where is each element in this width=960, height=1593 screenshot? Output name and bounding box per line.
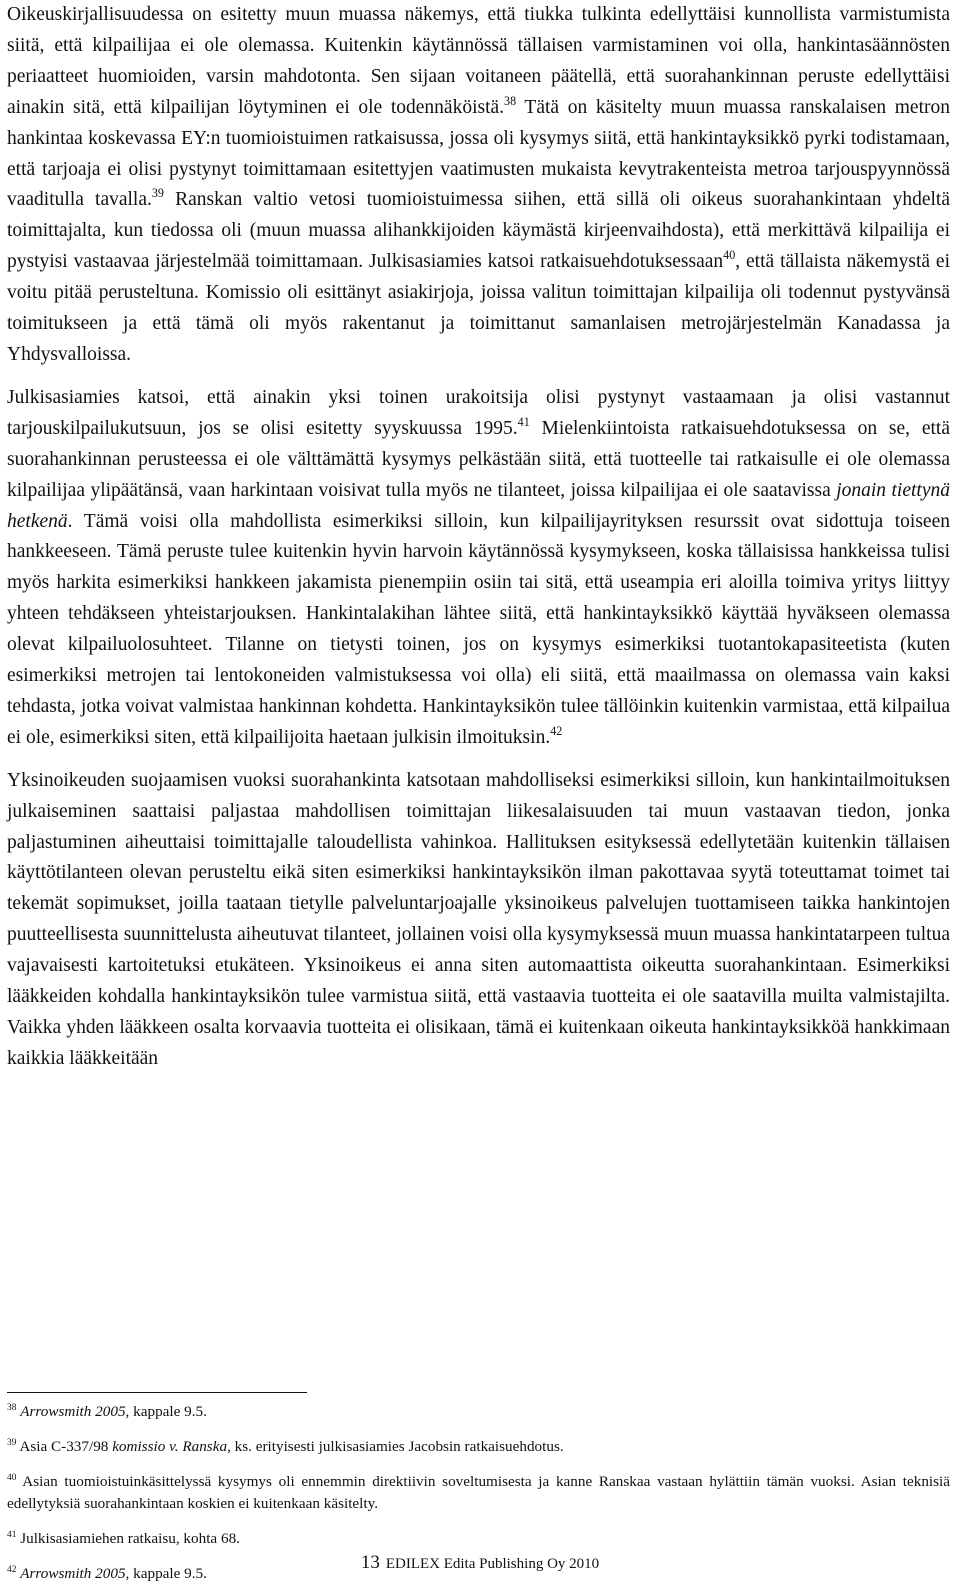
footnote-ref: 38	[504, 93, 517, 108]
document-body	[7, 0, 950, 1075]
text-run: , kappale 9.5.	[125, 1403, 207, 1420]
text-run: . Tämä voisi olla mahdollista esimerkiksi silloin, kun kilpailijayrityksen resurssit ovat sidottuja toiseen hankkeeseen. Tämä peruste tulee kuitenkin hyvin harvoin käytännössä kysymykseen, koska tällaisissa hankkeissa tulisi myös harkita esimerkiksi hankkeen jakamista pienempiin osiin tai sitä, että useampia eri aloilla toimiva yritys liittyy yhteen tehdäkseen yhteistarjouksen. Hankintalakihan lähtee siitä, että hankintayksikkö käyttää hyväkseen olemassa olevat kilpailuolosuhteet. Tilanne on tietysti toinen, jos on kysymys esimerkiksi tuotantokapasiteetista (kuten esimerkiksi metrojen tai lentokoneiden valmistuksessa voi olla) eli siitä, että maailmassa on olemassa vain kaksi tehdasta, jotka voivat valmistaa hankinnan kohdetta. Hankintayksikön tulee tällöinkin kuitenkin varmistaa, että kilpailua ei ole, esimerkiksi siten, että kilpailijoita haetaan julkisin ilmoituksin.	[7, 510, 950, 748]
footnote-number: 39	[7, 1437, 17, 1448]
footnote-ref: 39	[151, 186, 164, 201]
italic-text: jonain tiettynä hetkenä	[7, 479, 950, 532]
footnote-separator	[7, 1392, 307, 1393]
body-paragraph-2	[7, 383, 950, 754]
footnote-38	[7, 1401, 950, 1423]
text-run: , kappale 9.5.	[125, 1565, 207, 1582]
text-run: Ranskan valtio vetosi tuomioistuimessa siihen, että sillä oli oikeus suorahankintaan yhdeltä toimittajalta, kun tiedossa oli (muun muassa alihankkijoiden käymästä kirjeenvaihdosta), että merkittävä kilpailija ei pystyisi vastaavaa järjestelmää toimittamaan. Julkisasiamies katsoi ratkaisuehdotuksessaan	[7, 189, 951, 273]
footnote-ref: 41	[517, 414, 530, 429]
footnote-number: 42	[7, 1564, 17, 1575]
text-run: , ks. erityisesti julkisasiamies Jacobsin ratkaisuehdotus.	[227, 1438, 564, 1455]
footnote-40	[7, 1471, 950, 1515]
body-paragraph-3	[7, 766, 950, 1075]
italic-text: Arrowsmith 2005	[20, 1565, 126, 1582]
footnote-41	[7, 1528, 950, 1550]
footnote-39	[7, 1436, 950, 1458]
text-run: Mielenkiintoista ratkaisuehdotuksessa on se, että suorahankinnan perusteessa ei ole välttämättä kysymys pelkästään siitä, että tuotteelle tai ratkaisulle ei ole olemassa kilpailijaa ylipäätänsä, vaan harkintaan voisivat tulla myös ne tilanteet, joissa kilpailijaa ei ole saatavissa	[7, 417, 950, 501]
text-run: , että tällaista näkemystä ei voitu pitää perusteltuna. Komissio oli esittänyt asiakirjoja, joissa valitun toimittajan kilpailija oli todennut pystyvänsä toimitukseen ja että tämä oli myös rakentanut ja toimittanut samanlaisen metrojärjestelmän Kanadassa ja Yhdysvalloissa.	[7, 251, 950, 365]
body-paragraph-1	[7, 0, 950, 371]
text-run: Tätä on käsitelty muun muassa ranskalaisen metron hankintaa koskevassa EY:n tuomioistuimen ratkaisussa, jossa oli kysymys siitä, että hankintayksikkö pyrki todistamaan, että tarjoaja ei olisi pystynyt toimittamaan esitettyjen vaatimusten mukaista kevytrakenteista metroa tarjouspyynnössä vaaditulla tavalla.	[7, 96, 950, 211]
footnote-ref: 40	[723, 248, 736, 263]
footnote-number: 41	[7, 1529, 17, 1540]
italic-text: Arrowsmith 2005	[20, 1403, 126, 1420]
italic-text: komissio v. Ranska	[112, 1438, 228, 1455]
page-footer	[0, 1552, 960, 1575]
text-run: Yksinoikeuden suojaamisen vuoksi suorahankinta katsotaan mahdolliseksi esimerkiksi silloin, kun hankintailmoituksen julkaiseminen saattaisi paljastaa mahdollisen toimittajan liikesalaisuuden tai muun vastaavan tiedon, jonka paljastuminen aiheuttaisi toimittajalle taloudellista vahinkoa. Hallituksen esityksessä edellytetään kuitenkin tällaisen käyttötilanteen olevan perusteltu eikä siten esimerkiksi hankintayksikön ilman pakottavaa syytä toteuttamat toimet tai tekemät sopimukset, joilla taataan tietylle palveluntarjoajalle yksinoikeus palvelujen tuottamiseen taikka hankintojen puutteellisesta suunnittelusta aiheutuvat tilanteet, jollainen voisi olla kysymyksessä muun muassa hankintatarpeen tultua vajavaisesti kartoitetuksi etukäteen. Yksinoikeus ei anna siten automaattista oikeutta suorahankintaan. Esimerkiksi lääkkeiden kohdalla hankintayksikön tulee varmistua siitä, että vastaavia tuotteita ei ole saatavilla muilta valmistajilta. Vaikka yhden lääkkeen osalta korvaavia tuotteita ei olisikaan, tämä ei kuitenkaan oikeuta hankintayksikköä hankkimaan kaikkia lääkkeitään	[7, 769, 950, 1069]
footnote-ref: 42	[550, 724, 563, 738]
footnote-number: 40	[7, 1472, 17, 1483]
footnote-number: 38	[7, 1402, 17, 1413]
page-number: 13	[360, 1552, 380, 1573]
text-run: Julkisasiamiehen ratkaisu, kohta 68.	[20, 1530, 240, 1547]
publisher-credit: EDILEX Edita Publishing Oy 2010	[385, 1556, 600, 1572]
text-run: Oikeuskirjallisuudessa on esitetty muun muassa näkemys, että tiukka tulkinta edellyttäisi kunnollista varmistumista siitä, että kilpailijaa ei ole olemassa. Kuitenkin käytännössä tällaisen varmistaminen voi olla, hankintasäännösten periaatteet huomioiden, varsin mahdotonta. Sen sijaan voitaneen päätellä, että suorahankinnan peruste edellyttäisi ainakin sitä, että kilpailijan löytyminen ei ole todennäköistä.	[7, 4, 950, 118]
text-run: Asia C-337/98	[19, 1438, 113, 1455]
text-run: Julkisasiamies katsoi, että ainakin yksi toinen urakoitsija olisi pystynyt vastaamaan ja olisi vastannut tarjouskilpailukutsuun, jos se olisi esitetty syyskuussa 1995.	[7, 386, 950, 439]
text-run: Asian tuomioistuinkäsittelyssä kysymys oli ennemmin direktiivin soveltumisesta ja kanne Ranskaa vastaan hylättiin tämän vuoksi. Asian teknisiä edellytyksiä suorahankintaan koskien ei kuitenkaan käsitelty.	[7, 1473, 950, 1512]
